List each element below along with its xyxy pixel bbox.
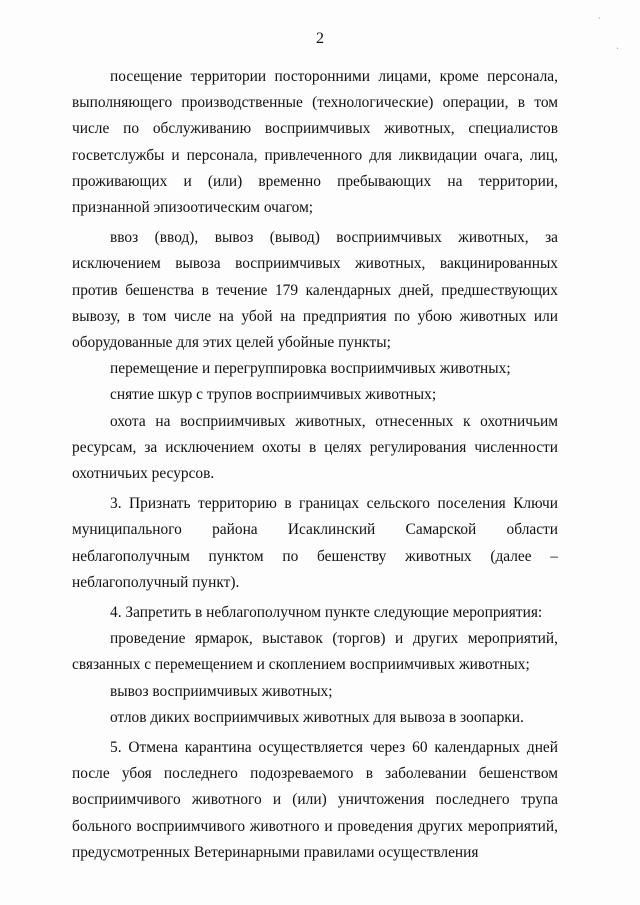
document-body (72, 64, 558, 866)
paragraph-item-4: 4. Запретить в неблагополучном пункте следующие мероприятия: (110, 604, 543, 622)
paragraph-skinning: снятие шкур с трупов восприимчивых животных; (110, 386, 437, 404)
paragraph-export-animals: вывоз восприимчивых животных; (110, 682, 333, 700)
paragraph-visit-restriction: посещение территории посторонними лицами, кроме персонала, выполняющего производственные (технологические) операции, в том числе по обслуживанию восприимчивых животных, специалистов госветслужбы и персонала, привлеченного для ликвидации очага, лиц, проживающих и (или) временно пребывающих на территории, признанной эпизоотическим очагом; (72, 68, 558, 217)
paragraph-item-5: 5. Отмена карантина осуществляется через 60 календарных дней после убоя последнего подозреваемого в заболевании бешенством восприимчивого животного и (или) уничтожения последнего трупа больного восприимчивого животного и проведения других мероприятий, предусмотренных Ветеринарными правилами осуществления (72, 739, 558, 861)
paragraph-regrouping: перемещение и перегруппировка восприимчивых животных; (110, 360, 511, 378)
scan-speck: ˎ (616, 40, 619, 49)
scan-speck: · (598, 14, 601, 23)
paragraph-import-export: ввоз (ввод), вывоз (вывод) восприимчивых животных, за исключением вывоза восприимчивых животных, вакцинированных против бешенства в течение 179 календарных дней, предшествующих вывозу, в том числе на убой на предприятия по убою животных или оборудованные для этих целей убойные пункты; (72, 229, 558, 352)
paragraph-item-3: 3. Признать территорию в границах сельского поселения Ключи муниципального района Исаклинский Самарской области неблагополучным пунктом по бешенству животных (далее – неблагополучный пункт). (72, 495, 558, 591)
paragraph-wild-capture: отлов диких восприимчивых животных для вывоза в зоопарки. (110, 708, 524, 726)
page-number: 2 (316, 30, 324, 47)
paragraph-fairs: проведение ярмарок, выставок (торгов) и других мероприятий, связанных с перемещением и скоплением восприимчивых животных; (72, 630, 558, 674)
paragraph-hunting: охота на восприимчивых животных, отнесенных к охотничьим ресурсам, за исключением охоты в целях регулирования численности охотничьих ресурсов. (72, 412, 558, 483)
